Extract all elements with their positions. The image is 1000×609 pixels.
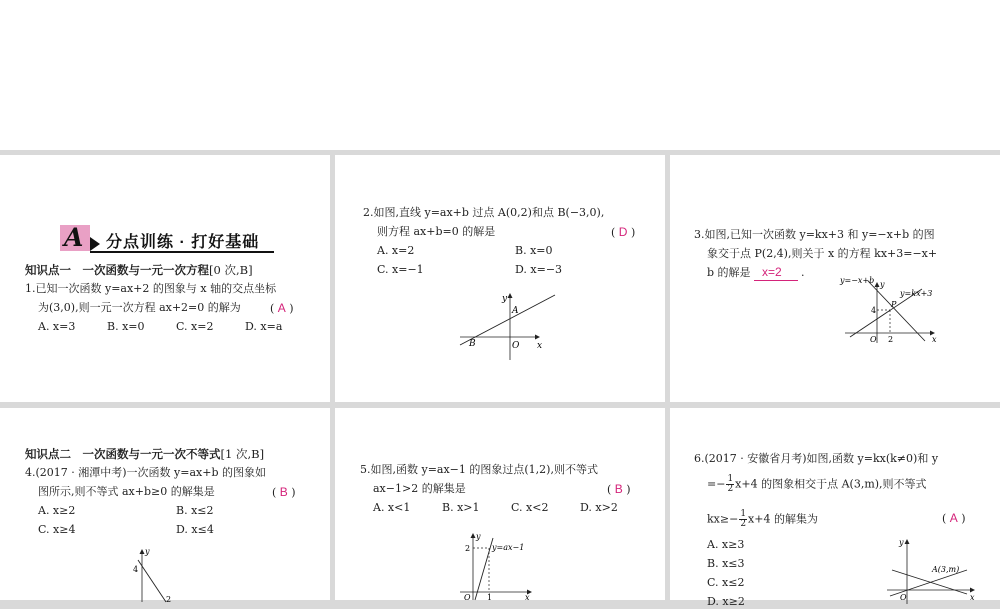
q5-y-arrow (471, 533, 476, 538)
q5-label-y: y (476, 532, 481, 541)
q2-line2: 则方程 ax+b=0 的解是 (377, 225, 496, 238)
q2-label-x: x (537, 341, 543, 351)
q3-line3: b 的解是 (707, 266, 751, 279)
q5-option-a: A. x<1 (373, 501, 411, 514)
q5-option-d: D. x>2 (580, 501, 618, 514)
q2-answer: ( D ) (611, 225, 636, 239)
panel-q3 (670, 155, 1000, 402)
q3-blank-line (754, 280, 798, 281)
q5-label-o: O (464, 593, 471, 602)
section-title: 分点训练 · 打好基础 (106, 234, 260, 251)
q3-label-x: x (932, 335, 937, 344)
q5-label-2: 2 (465, 544, 471, 553)
q4-line2: 图所示,则不等式 ax+b≥0 的解集是 (38, 485, 215, 498)
q5-answer: ( B ) (607, 482, 631, 496)
q5-label-1: 1 (487, 593, 493, 602)
q3-line2: 象交于点 P(2,4),则关于 x 的方程 kx+3=−x+ (707, 247, 938, 260)
q6-fraction-half-2: $\frac{1}{2}$ (740, 509, 747, 529)
q5-line2: ax−1>2 的解集是 (373, 482, 466, 495)
q2-label-b: B (469, 339, 476, 349)
q2-label-a: A (512, 306, 519, 316)
q5-graph (455, 530, 555, 600)
q4-option-a: A. x≥2 (38, 504, 76, 517)
q6-label-y: y (899, 538, 904, 547)
q1-line1: 1.已知一次函数 y=ax+2 的图象与 x 轴的交点坐标 (25, 282, 277, 295)
q6-answer: ( A ) (942, 511, 966, 525)
q2-graph (455, 290, 565, 360)
panel-q4 (0, 408, 330, 604)
q4-label-4: 4 (133, 565, 139, 574)
q2-x-arrow (535, 335, 540, 340)
q4-answer: ( B ) (272, 485, 296, 499)
q3-label-4: 4 (871, 306, 877, 315)
q4-line1: 4.(2017 · 湘潭中考)一次函数 y=ax+b 的图象如 (25, 466, 267, 479)
q6-option-d: D. x≥2 (707, 595, 745, 608)
q4-y-arrow (140, 549, 145, 554)
top-blank-area (0, 0, 1000, 150)
q5-line1: 5.如图,函数 y=ax−1 的图象过点(1,2),则不等式 (360, 463, 598, 476)
section-header (60, 225, 275, 253)
q4-graph (128, 542, 188, 602)
panel-q1 (0, 155, 330, 402)
knowledge-point-1: 知识点一 一次函数与一元一次方程[0 次,B] (25, 263, 253, 277)
q6-graph (882, 534, 992, 604)
q6-line3: kx≥− $\frac{1}{2}$ x+4 的解集为 (707, 509, 818, 529)
q6-label-o: O (900, 593, 907, 602)
q6-y-arrow (905, 539, 910, 544)
q3-blank-answer: x=2 (762, 265, 782, 279)
q3-label-l2: y=kx+3 (900, 289, 933, 298)
q1-answer: ( A ) (270, 301, 294, 315)
q1-option-a: A. x=3 (38, 320, 76, 333)
q1-option-d: D. x=a (245, 320, 283, 333)
q3-graph (840, 275, 960, 345)
q5-option-b: B. x>1 (442, 501, 480, 514)
q5-option-c: C. x<2 (511, 501, 549, 514)
q6-label-a: A(3,m) (932, 565, 960, 574)
q2-option-a: A. x=2 (377, 244, 415, 257)
q3-line1: 3.如图,已知一次函数 y=kx+3 和 y=−x+b 的图 (694, 228, 935, 241)
q2-option-d: D. x=−3 (515, 263, 563, 276)
q2-y-arrow (508, 293, 513, 298)
q2-option-b: B. x=0 (515, 244, 553, 257)
q5-label-x: x (525, 593, 530, 602)
q2-label-o: O (512, 341, 520, 351)
q5-line (475, 538, 493, 600)
q6-label-x: x (970, 593, 975, 602)
q6-line1: 6.(2017 · 安徽省月考)如图,函数 y=kx(k≠0)和 y (694, 452, 939, 465)
panel-q5 (335, 408, 665, 600)
section-badge: A (60, 225, 90, 251)
badge-triangle-icon (90, 237, 100, 251)
q3-y-arrow (875, 282, 880, 287)
q6-option-c: C. x≤2 (707, 576, 745, 589)
q1-option-c: C. x=2 (176, 320, 214, 333)
q3-label-l1: y=−x+b (840, 276, 875, 285)
q4-label-y: y (145, 547, 150, 556)
q2-line (460, 295, 555, 345)
panel-q6 (670, 408, 1000, 608)
q2-line1: 2.如图,直线 y=ax+b 过点 A(0,2)和点 B(−3,0), (363, 206, 605, 219)
q4-option-c: C. x≥4 (38, 523, 76, 536)
q1-line2: 为(3,0),则一元一次方程 ax+2=0 的解为 (38, 301, 241, 314)
q2-label-y: y (502, 294, 508, 304)
q6-fraction-half: $\frac{1}{2}$ (727, 474, 734, 494)
q3-label-y: y (880, 280, 885, 289)
q3-label-o: O (870, 335, 877, 344)
q3-label-p: P (891, 300, 897, 309)
q3-label-2: 2 (888, 335, 894, 344)
q4-option-d: D. x≤4 (176, 523, 214, 536)
q6-option-b: B. x≤3 (707, 557, 745, 570)
q1-option-b: B. x=0 (107, 320, 145, 333)
q6-x-arrow (970, 588, 975, 593)
q5-label-fn: y=ax−1 (492, 543, 525, 552)
q4-option-b: B. x≤2 (176, 504, 214, 517)
q6-option-a: A. x≥3 (707, 538, 745, 551)
q6-line2: =− $\frac{1}{2}$ x+4 的图象相交于点 A(3,m),则不等式 (707, 474, 927, 494)
q2-option-c: C. x=−1 (377, 263, 424, 276)
q3-period: . (801, 266, 805, 279)
q4-label-2: 2 (166, 595, 172, 604)
panel-q2 (335, 155, 665, 402)
knowledge-point-2: 知识点二 一次函数与一元一次不等式[1 次,B] (25, 447, 265, 461)
section-underline (90, 251, 274, 253)
